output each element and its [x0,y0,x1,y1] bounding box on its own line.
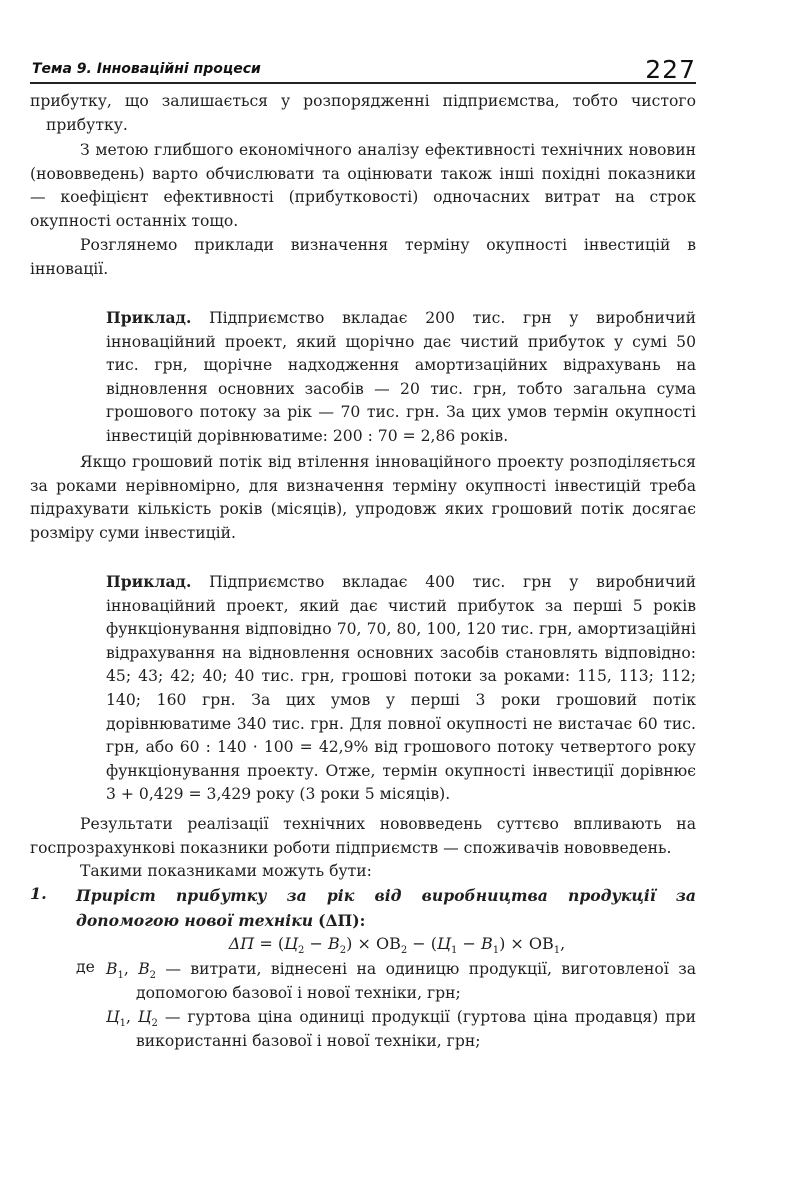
example-text: Підприємство вкладає 200 тис. грн у виробничий інноваційний проект, який щорічно дає чистий прибуток у сумі 50 тис. грн, щорічне надходження амортизаційних відрахувань на відновлення основних засобів — 20 тис. грн, тобто загальна сума грошового потоку за рік — 70 тис. грн. За цих умов термін окупності інвестицій дорівнюватиме: 200 : 70 = 2,86 років. [106,309,696,445]
paragraph-indicators: Такими показниками можуть бути: [80,862,372,880]
paragraph-examples-intro: Розглянемо приклади визначення терміну окупності інвестицій в інновації. [30,236,696,278]
chapter-title: Тема 9. Інноваційні процеси [32,61,261,77]
example-block-2 [106,570,696,807]
running-header [30,50,696,84]
page-number: 227 [645,55,696,84]
item-title-symbol: (ΔП): [318,910,366,930]
paragraph-uneven-cashflow: Якщо грошовий потік від втілення інноваційного проекту розподіляється за роками нерівномірно, для визначення терміну окупності інвестицій треба підрахувати кількість років (місяців), упродовж яких грошовий потік досягає розміру суми інвестицій. [30,453,696,542]
example-text: Підприємство вкладає 400 тис. грн у виробничий інноваційний проект, який дає чистий прибуток за перші 5 років функціонування відповідно 70, 70, 80, 100, 120 тис. грн, амортизаційні відрахування на відновлення основних засобів становлять відповідно: 45; 43; 42; 40; 40 тис. грн, грошові потоки за роками: 115, 113; 112; 140; 160 грн. За цих умов у перші 3 роки грошовий потік дорівнюватиме 340 тис. грн. Для повної окупності не вистачає 60 тис. грн, або 60 : 140 · 100 = 42,9% від грошового потоку четвертого року функціонування проекту. Отже, термін окупності інвестиції дорівнює 3 + 0,429 = 3,429 року (3 роки 5 місяців). [106,573,696,804]
item-title-text: Приріст прибутку за рік від виробництва продукції за допомогою нової техніки [76,886,696,930]
definition-costs: $В_1$, $В_2$ — витрати, віднесені на одиницю продукції, виготовленої за допомогою базової і нової техніки, грн; [106,960,696,1002]
formula-lhs: ΔП [228,934,255,953]
list-number: 1. [30,884,47,903]
profit-growth-formula: $\Delta П = (Ц_2 - В_2) \times ОВ_2 - (Ц_1 - В_1) \times ОВ_1$, [228,934,566,957]
example-label: Приклад. [106,572,192,591]
paragraph-results: Результати реалізації технічних нововведень суттєво впливають на госпрозрахункові показники роботи підприємств — споживачів нововведень. [30,815,696,857]
example-block-1 [106,306,696,449]
example-label: Приклад. [106,308,192,327]
paragraph-continuation: прибутку, що залишається у розпорядженні підприємства, тобто чистого прибутку. [30,92,696,134]
paragraph-analysis: З метою глибшого економічного аналізу ефективності технічних нововин (нововведень) варто обчислювати та оцінювати також інші похідні показники — коефіцієнт ефективності (прибутковості) одночасних витрат на строк окупності останніх тощо. [30,141,696,230]
where-label: де [76,958,95,976]
definition-prices: $Ц_1$, $Ц_2$ — гуртова ціна одиниці продукції (гуртова ціна продавця) при використанні базової і нової техніки, грн; [106,1008,697,1050]
list-item-title [76,884,696,933]
